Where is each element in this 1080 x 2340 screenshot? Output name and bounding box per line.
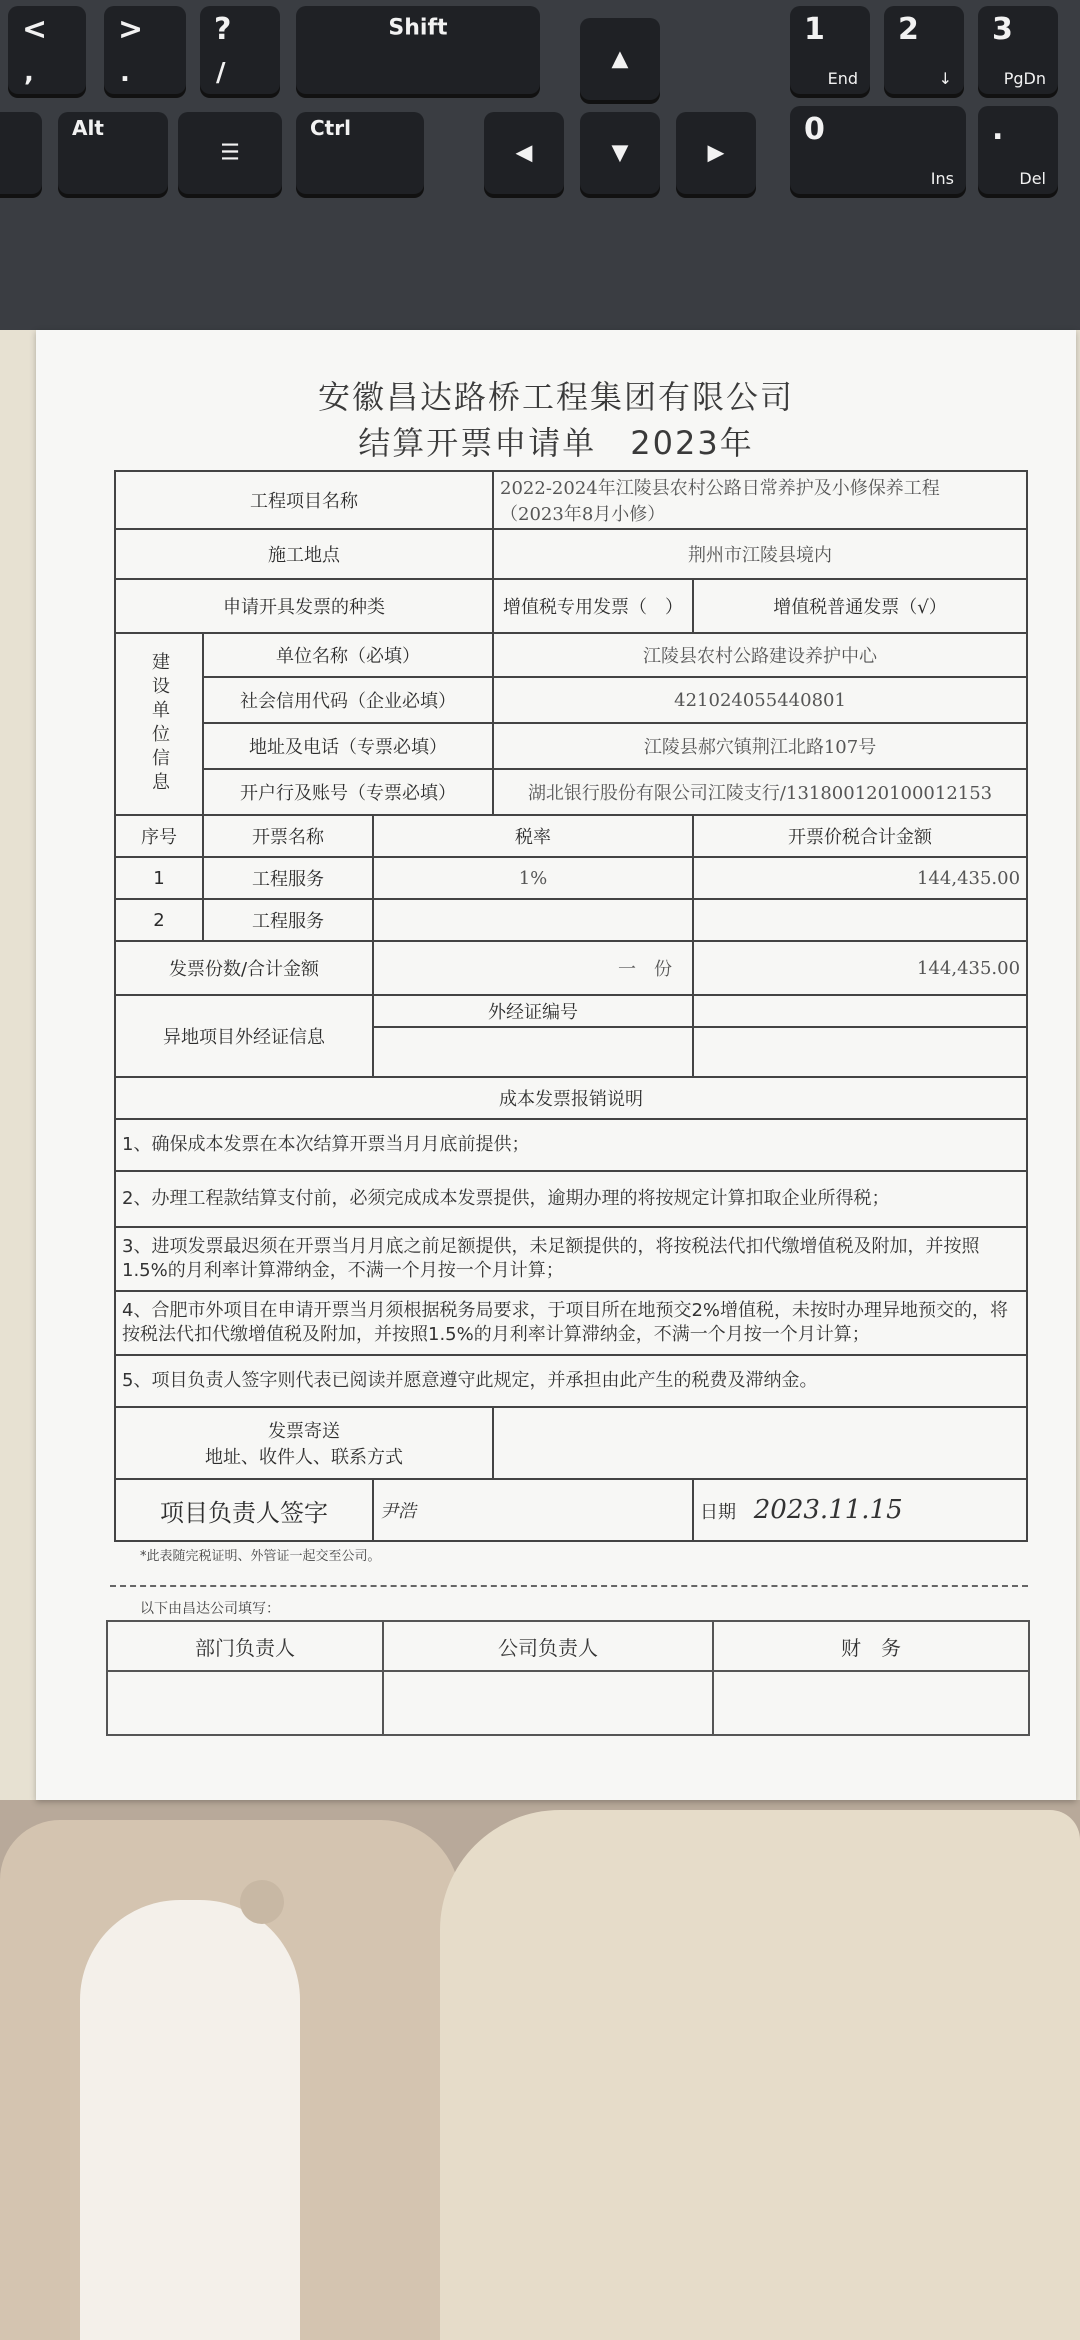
- key-down-arrow[interactable]: [580, 112, 660, 194]
- row-note-4: [115, 1291, 1027, 1355]
- date-label: 日期: [700, 1502, 737, 1523]
- address-label: 地址及电话（专票必填）: [203, 723, 493, 769]
- mailing-label: [115, 1407, 493, 1479]
- project-name-line2: （2023年8月小修）: [500, 504, 666, 525]
- unit-name-label: 单位名称（必填）: [203, 633, 493, 677]
- key-bottom-label: ,: [24, 58, 34, 88]
- offsite-no-value: [373, 1027, 693, 1077]
- project-name-value: [493, 471, 1027, 529]
- row-site: [115, 529, 1027, 579]
- key-label: Ctrl: [310, 116, 351, 140]
- invoice-special-option: 增值税专用发票（ ）: [493, 579, 693, 633]
- key-top-label: .: [992, 112, 1004, 147]
- unit-name-value: 江陵县农村公路建设养护中心: [493, 633, 1027, 677]
- key-top-label: 2: [898, 12, 919, 47]
- note-2: 2、办理工程款结算支付前，必须完成成本发票提供，逾期办理的将按规定计算扣取企业所得税；: [115, 1171, 1027, 1227]
- row-mailing: [115, 1407, 1027, 1479]
- arrow-left-icon: ◀: [515, 140, 533, 166]
- key-bottom-label: End: [827, 69, 858, 88]
- offsite-no-label: 外经证编号: [373, 995, 693, 1027]
- row2-no: 2: [115, 899, 203, 941]
- col-no-header: 序号: [115, 815, 203, 857]
- key-left-arrow[interactable]: [484, 112, 564, 194]
- col-rate-header: 税率: [373, 815, 693, 857]
- company-head-label: 公司负责人: [383, 1621, 713, 1671]
- total-copies: 一 份: [373, 941, 693, 995]
- fabric-right: [440, 1810, 1080, 2340]
- row-offsite-header: [115, 995, 1027, 1027]
- finance-value: [713, 1671, 1029, 1735]
- row-total: [115, 941, 1027, 995]
- company-head-value: [383, 1671, 713, 1735]
- row-signature: [115, 1479, 1027, 1541]
- credit-code-value: 421024055440801: [493, 677, 1027, 723]
- key-greater-than[interactable]: [104, 6, 186, 94]
- note-4: 4、合肥市外项目在申请开票当月须根据税务局要求，于项目所在地预交2%增值税，未按时办理异地预交的，将按税法代扣代缴增值税及附加，并按照1.5%的月利率计算滞纳金，不满一个月按一个月计算；: [115, 1291, 1027, 1355]
- footnote: *此表随完税证明、外管证一起交至公司。: [140, 1549, 381, 1564]
- address-value: 江陵县郝穴镇荆江北路107号: [493, 723, 1027, 769]
- date-cell: [693, 1479, 1027, 1541]
- mailing-value: [493, 1407, 1027, 1479]
- site-value: 荆州市江陵县境内: [493, 529, 1027, 579]
- key-dot-del[interactable]: [978, 106, 1058, 194]
- table-row: [115, 857, 1027, 899]
- key-1-end[interactable]: [790, 6, 870, 94]
- key-right-arrow[interactable]: [676, 112, 756, 194]
- key-up-arrow[interactable]: [580, 18, 660, 100]
- approval-header-row: [107, 1621, 1029, 1671]
- total-label: 发票份数/合计金额: [115, 941, 373, 995]
- credit-code-label: 社会信用代码（企业必填）: [203, 677, 493, 723]
- key-top-label: >: [118, 12, 144, 47]
- note-5: 5、项目负责人签字则代表已阅读并愿意遵守此规定，并承担由此产生的税费及滞纳金。: [115, 1355, 1027, 1407]
- key-alt[interactable]: [58, 112, 168, 194]
- row-header: [115, 815, 1027, 857]
- row-cost-title: [115, 1077, 1027, 1119]
- approval-value-row: [107, 1671, 1029, 1735]
- row-project-name: [115, 471, 1027, 529]
- key-0-ins[interactable]: [790, 106, 966, 194]
- key-top-label: ?: [214, 12, 232, 47]
- key-top-label: 0: [804, 112, 825, 147]
- key-top-label: 1: [804, 12, 825, 47]
- key-top-label: 3: [992, 12, 1013, 47]
- mailing-label-line1: 发票寄送: [268, 1421, 341, 1442]
- row-note-2: [115, 1171, 1027, 1227]
- coat-button: [240, 1880, 284, 1924]
- note-1: 1、确保成本发票在本次结算开票当月月底前提供；: [115, 1119, 1027, 1171]
- bank-label: 开户行及账号（专票必填）: [203, 769, 493, 815]
- note-3: 3、进项发票最迟须在开票当月月底之前足额提供，未足额提供的，将按税法代扣代缴增值税及附加，并按照1.5%的月利率计算滞纳金，不满一个月按一个月计算；: [115, 1227, 1027, 1291]
- key-shift[interactable]: [296, 6, 540, 94]
- builder-info-label: 建设单位信息: [115, 633, 203, 815]
- arrow-right-icon: ▶: [707, 140, 725, 166]
- key-label: Shift: [388, 15, 448, 41]
- row-note-3: [115, 1227, 1027, 1291]
- filled-by-label: 以下由昌达公司填写：: [140, 1601, 280, 1617]
- key-bottom-label: ↓: [938, 69, 952, 88]
- finance-label: 财 务: [713, 1621, 1029, 1671]
- row-credit-code: [115, 677, 1027, 723]
- application-table: [114, 470, 1028, 1542]
- form-title: 结算开票申请单 2023年: [358, 424, 754, 462]
- cost-title: 成本发票报销说明: [115, 1077, 1027, 1119]
- row-note-5: [115, 1355, 1027, 1407]
- date-value: 2023.11.15: [753, 1495, 903, 1525]
- col-amount-header: 开票价税合计金额: [693, 815, 1027, 857]
- arrow-down-icon: ▼: [611, 140, 629, 166]
- signature: 尹浩: [373, 1479, 693, 1541]
- row-note-1: [115, 1119, 1027, 1171]
- approval-table: [106, 1620, 1030, 1736]
- table-row: [115, 899, 1027, 941]
- key-bottom-label: .: [120, 58, 130, 88]
- invoice-normal-option: 增值税普通发票（√）: [693, 579, 1027, 633]
- key-label: Alt: [72, 116, 104, 140]
- key-2-down[interactable]: [884, 6, 964, 94]
- key-bottom-label: Ins: [930, 169, 954, 188]
- row-unit-name: [115, 633, 1027, 677]
- key-bottom-label: Del: [1019, 169, 1046, 188]
- offsite-label: 异地项目外经证信息: [115, 995, 373, 1077]
- key-partial-left[interactable]: [0, 112, 42, 194]
- row-bank: [115, 769, 1027, 815]
- total-amount: 144,435.00: [693, 941, 1027, 995]
- key-bottom-label: PgDn: [1003, 69, 1046, 88]
- row1-name: 工程服务: [203, 857, 373, 899]
- project-name-line1: 2022-2024年江陵县农村公路日常养护及小修保养工程: [500, 478, 940, 499]
- row2-rate: [373, 899, 693, 941]
- offsite-extra-header: [693, 995, 1027, 1027]
- key-question[interactable]: [200, 6, 280, 94]
- arrow-up-icon: ▲: [611, 46, 629, 72]
- key-bottom-label: /: [216, 58, 226, 88]
- key-3-pgdn[interactable]: [978, 6, 1058, 94]
- row1-rate: 1%: [373, 857, 693, 899]
- row2-name: 工程服务: [203, 899, 373, 941]
- key-menu[interactable]: [178, 112, 282, 194]
- project-name-label: 工程项目名称: [115, 471, 493, 529]
- menu-icon: ☰: [220, 140, 240, 166]
- dept-head-label: 部门负责人: [107, 1621, 383, 1671]
- row2-amount: [693, 899, 1027, 941]
- key-top-label: <: [22, 12, 48, 47]
- col-name-header: 开票名称: [203, 815, 373, 857]
- fleece-collar: [80, 1900, 300, 2340]
- row-address: [115, 723, 1027, 769]
- key-ctrl[interactable]: [296, 112, 424, 194]
- company-title: 安徽昌达路桥工程集团有限公司: [317, 378, 794, 416]
- site-label: 施工地点: [115, 529, 493, 579]
- dashed-separator: [110, 1585, 1028, 1587]
- mailing-label-line2: 地址、收件人、联系方式: [205, 1447, 404, 1468]
- bank-value: 湖北银行股份有限公司江陵支行/131800120100012153: [493, 769, 1027, 815]
- dept-head-value: [107, 1671, 383, 1735]
- row-invoice-type: [115, 579, 1027, 633]
- sign-label: 项目负责人签字: [115, 1479, 373, 1541]
- row1-no: 1: [115, 857, 203, 899]
- application-form-paper: [36, 330, 1076, 1800]
- row1-amount: 144,435.00: [693, 857, 1027, 899]
- key-less-than[interactable]: [8, 6, 86, 94]
- invoice-type-label: 申请开具发票的种类: [115, 579, 493, 633]
- keyboard: [0, 0, 1080, 330]
- offsite-extra-value: [693, 1027, 1027, 1077]
